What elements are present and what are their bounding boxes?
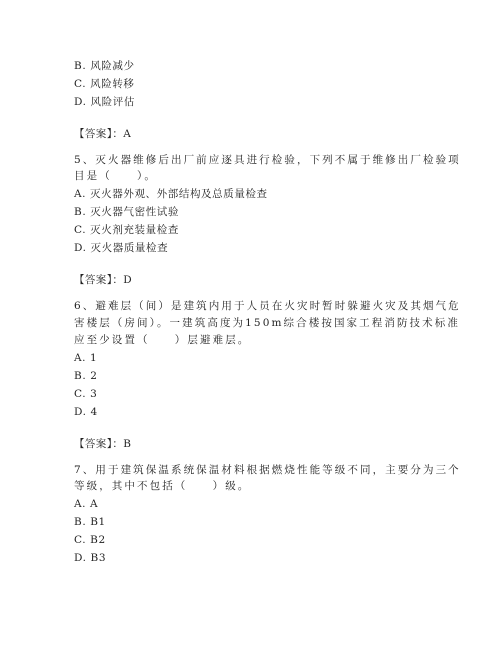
- question-6-line-3: 应至少设置（ ）层避难层。: [74, 334, 251, 346]
- answer-5: 【答案】：D: [74, 274, 133, 286]
- question-7-option-a: A. A: [74, 498, 99, 510]
- question-6-option-b: B. 2: [74, 370, 98, 382]
- option-c: C. 风险转移: [74, 78, 135, 90]
- question-6-line-2: 害楼层（房间）。一建筑高度为150m综合楼按国家工程消防技术标准: [74, 317, 460, 329]
- option-b: B. 风险减少: [74, 60, 135, 72]
- answer-4: 【答案】：A: [74, 128, 132, 140]
- question-5-line-2: 目是（ ）。: [74, 170, 157, 182]
- question-5-option-b: B. 灭火器气密性试验: [74, 206, 179, 218]
- question-5-option-a: A. 灭火器外观、外部结构及总质量检查: [74, 188, 268, 200]
- question-7-option-d: D. B3: [74, 552, 107, 564]
- question-7-option-c: C. B2: [74, 534, 106, 546]
- question-7-line-2: 等级，其中不包括（ ）级。: [74, 480, 251, 492]
- question-6-line-1: 6、避难层（间）是建筑内用于人员在火灾时暂时躲避火灾及其烟气危: [74, 300, 461, 312]
- question-6-option-a: A. 1: [74, 352, 98, 364]
- question-6-option-d: D. 4: [74, 406, 98, 418]
- option-d: D. 风险评估: [74, 96, 135, 108]
- question-5-line-1: 5、灭火器维修后出厂前应逐具进行检验，下列不属于维修出厂检验项: [74, 154, 461, 166]
- answer-6: 【答案】：B: [74, 438, 132, 450]
- question-7-option-b: B. B1: [74, 516, 106, 528]
- question-5-option-c: C. 灭火剂充装量检查: [74, 224, 179, 236]
- question-5-option-d: D. 灭火器质量检查: [74, 242, 169, 254]
- question-6-option-c: C. 3: [74, 388, 98, 400]
- question-7-line-1: 7、用于建筑保温系统保温材料根据燃烧性能等级不同，主要分为三个: [74, 464, 461, 476]
